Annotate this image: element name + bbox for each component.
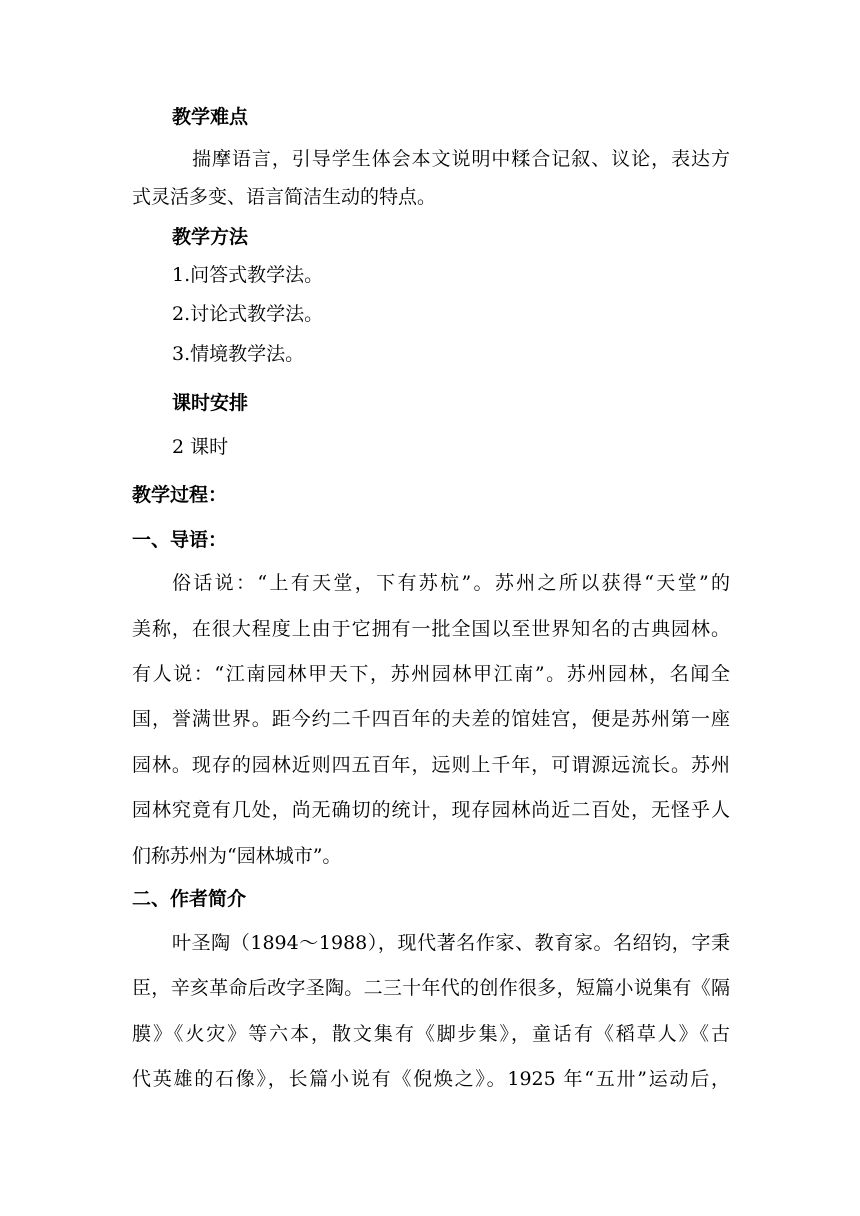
intro-line-6: 园林究竟有几处，尚无确切的统计，现存园林尚近二百处，无怪乎人: [132, 799, 730, 821]
heading-author: 二、作者简介: [132, 888, 247, 910]
method-item-1: 1.问答式教学法。: [172, 264, 324, 286]
intro-line-3: 有人说：“江南园林甲天下，苏州园林甲江南”。苏州园林，名闻全: [132, 663, 730, 685]
author-line-2: 臣，辛亥革命后改字圣陶。二三十年代的创作很多，短篇小说集有《隔: [132, 977, 730, 999]
difficulty-line-2: 式灵活多变、语言简洁生动的特点。: [132, 186, 437, 208]
author-line-3: 膜》《火灾》等六本，散文集有《脚步集》，童话有《稻草人》《古: [132, 1023, 730, 1045]
difficulty-line-1: 揣摩语言，引导学生体会本文说明中糅合记叙、议论，表达方: [192, 148, 730, 170]
method-item-3: 3.情境教学法。: [172, 343, 305, 365]
heading-difficulty: 教学难点: [172, 106, 249, 128]
heading-process: 教学过程：: [132, 484, 228, 506]
heading-methods: 教学方法: [172, 226, 249, 248]
intro-line-5: 园林。现存的园林近则四五百年，远则上千年，可谓源远流长。苏州: [132, 754, 730, 776]
schedule-value: 2 课时: [172, 436, 229, 458]
intro-line-1: 俗话说：“上有天堂，下有苏杭”。苏州之所以获得“天堂”的: [172, 572, 730, 594]
intro-line-4: 国，誉满世界。距今约二千四百年的夫差的馆娃宫，便是苏州第一座: [132, 708, 730, 730]
author-line-4: 代英雄的石像》，长篇小说有《倪焕之》。1925 年“五卅”运动后，: [132, 1068, 730, 1090]
heading-schedule: 课时安排: [172, 392, 249, 414]
method-item-2: 2.讨论式教学法。: [172, 303, 324, 325]
heading-intro: 一、导语：: [132, 529, 228, 551]
author-line-1: 叶圣陶（1894～1988），现代著名作家、教育家。名绍钧，字秉: [172, 932, 730, 954]
intro-line-7: 们称苏州为“园林城市”。: [132, 845, 342, 867]
intro-line-2: 美称，在很大程度上由于它拥有一批全国以至世界知名的古典园林。: [132, 618, 730, 640]
